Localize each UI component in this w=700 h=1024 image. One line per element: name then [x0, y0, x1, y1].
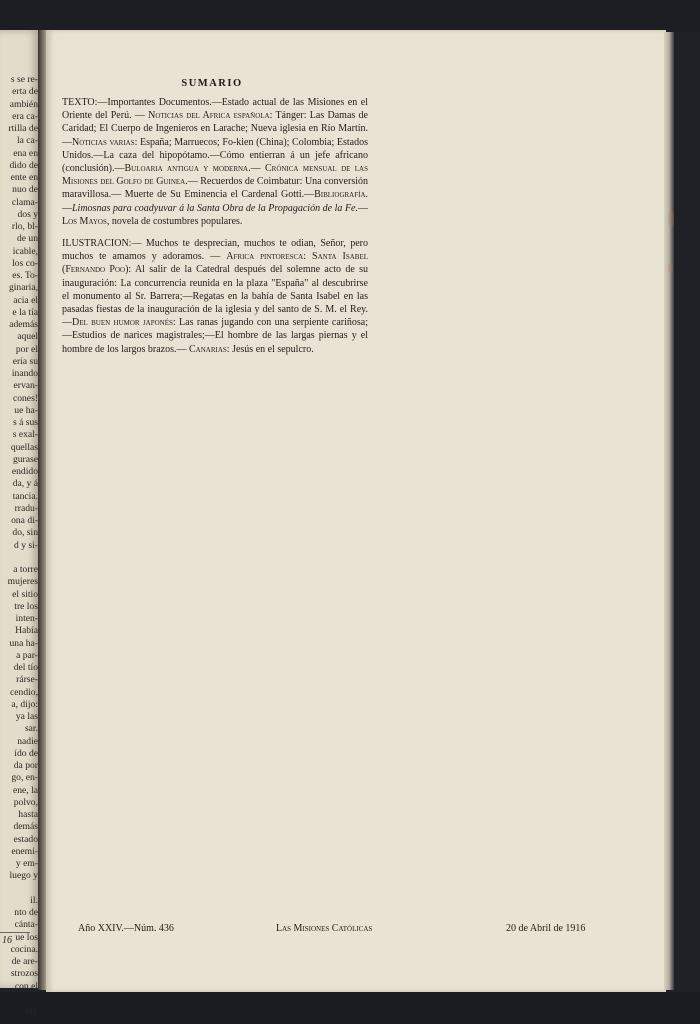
- previous-page-line: estado: [13, 833, 38, 845]
- previous-page-line: acia el: [13, 294, 38, 306]
- previous-page-line: por el: [15, 343, 38, 355]
- previous-page-line: da, y á: [12, 478, 38, 490]
- section-limosnas: Limosnas para coadyuvar á la Santa Obra de la Propagación de la Fe.: [72, 202, 358, 214]
- previous-page-line: de un: [16, 233, 38, 245]
- previous-page-line: además: [9, 319, 38, 330]
- previous-page-line: ído de: [14, 747, 38, 759]
- footer-publication: Las Misiones Católicas: [276, 923, 373, 934]
- previous-page-line: rtilla de: [8, 123, 38, 134]
- previous-page-line: clama-: [11, 196, 38, 208]
- previous-page-line: nadie: [17, 735, 38, 747]
- section-buloaria: Buloaria antigua y moderna.: [124, 163, 251, 175]
- previous-page-rule: [0, 932, 30, 933]
- previous-page-line: quellas: [10, 441, 38, 453]
- previous-page-line: rárse-: [16, 674, 38, 686]
- previous-page-line: inando: [11, 368, 38, 379]
- previous-page-line: aquel: [17, 331, 38, 343]
- previous-page-line: demás: [13, 821, 38, 833]
- previous-page-line: sar.: [24, 723, 38, 735]
- texto-label: TEXTO:: [62, 97, 98, 108]
- previous-page-line: da por: [13, 760, 38, 771]
- ilustracion-text: — Muchos te desprecian, muchos te odian, Señor, pero muchos te amamos y adoramos. —: [62, 238, 368, 263]
- previous-page-line: il.: [30, 894, 38, 906]
- summary-heading: SUMARIO: [181, 78, 243, 89]
- footer-issue: Año XXIV.—Núm. 436: [78, 923, 174, 934]
- previous-page-line: icable,: [12, 245, 38, 257]
- ilustracion-label: ILUSTRACION:: [62, 238, 132, 250]
- previous-page-line: ería su: [12, 355, 38, 367]
- previous-page-line: mujeres: [7, 576, 38, 588]
- previous-page-line: Había: [15, 625, 38, 637]
- previous-page-line: gurase: [12, 453, 38, 465]
- section-los-mayos: Los Mayos: [62, 215, 107, 227]
- previous-page-line: inten-: [15, 613, 38, 624]
- section-bibliografia: Bibliografía.: [314, 189, 368, 201]
- texto-text: — Recuerdos de Coimbatur: Una conversión maravillosa.— Muerte de Su Eminencia el Cardenal Gotti.—: [62, 176, 368, 201]
- previous-page-line: cendio,: [10, 686, 38, 698]
- previous-page-line: la ca-: [16, 135, 38, 147]
- previous-page-line: ena en: [13, 147, 38, 159]
- section-noticias-africa: Noticias del Africa española:: [148, 110, 273, 122]
- footer-date: 20 de Abril de 1916: [506, 923, 586, 934]
- section-buen-humor: Del buen humor japonés:: [72, 317, 176, 329]
- previous-page-line: s exal-: [12, 429, 38, 441]
- texto-text: —: [358, 202, 368, 214]
- previous-page-line: polvo,: [13, 796, 38, 808]
- section-noticias-varias: Noticias varias:: [72, 136, 138, 148]
- previous-page-line: con el: [14, 980, 38, 992]
- previous-page-line: a, dijo:: [11, 698, 38, 710]
- texto-text: —: [62, 202, 72, 214]
- previous-page-line: nuo de: [12, 184, 38, 196]
- previous-page-line: [0, 883, 40, 895]
- previous-page-line: ue ha-: [14, 404, 38, 416]
- previous-page-line: cones!: [12, 392, 38, 404]
- previous-page-line: ente en: [10, 172, 38, 183]
- texto-text: —: [250, 163, 265, 175]
- summary-contents: [62, 96, 368, 365]
- section-cronica: Crónica mensual de las Misiones del Golfo de Guinea.: [62, 163, 368, 188]
- scan-background-top: [0, 0, 700, 32]
- previous-page-line: ambién: [9, 98, 38, 110]
- section-canarias: Canarias:: [189, 343, 230, 355]
- ink-stain: [668, 210, 674, 228]
- previous-page-line: ginaria,: [8, 282, 38, 294]
- previous-page-line: a par-: [16, 649, 38, 661]
- previous-page-line: rlo, bl-: [11, 221, 38, 232]
- previous-page-line: erta de: [12, 86, 38, 98]
- previous-page-line: [0, 552, 40, 564]
- previous-page-line: ona di-: [11, 515, 38, 526]
- previous-page-strip: [0, 30, 40, 1016]
- previous-page-line: es. To-: [12, 270, 38, 281]
- previous-page-line: a torre: [13, 564, 38, 575]
- texto-text: España; Marruecos; Fo-kien (China); Colombia; Estados Unidos.—La caza del hipopótamo.—Cómo entierran á un jefe africano (conclusión).—: [62, 136, 368, 175]
- previous-page-line: tre los: [14, 600, 38, 612]
- previous-page-line: [0, 993, 40, 1005]
- previous-page-line: go, en-: [11, 772, 38, 784]
- previous-page-line: endido: [11, 466, 38, 477]
- texto-text: Tánger: Las Damas de Caridad; El Cuerpo de Ingenieros en Larache; Nueva iglesia en Río Martín.—: [62, 110, 368, 148]
- previous-page-line: y em-: [15, 858, 38, 869]
- previous-page-line: cocina.: [10, 943, 38, 955]
- scan-background-bottom: [0, 992, 700, 1024]
- previous-page-line: los co-: [12, 257, 38, 269]
- previous-page-line: strozos: [10, 968, 38, 980]
- previous-page-line: dido de: [9, 159, 38, 171]
- previous-page-line: s se re-: [10, 74, 38, 85]
- previous-page-line: el sitio: [12, 588, 38, 600]
- previous-page-line: ervan-: [13, 380, 38, 392]
- previous-page-line: dos y: [17, 208, 38, 220]
- previous-page-line: rradu-: [14, 502, 38, 514]
- previous-page-line: cánta-: [14, 919, 38, 931]
- previous-page-line: era ca-: [12, 110, 38, 122]
- previous-page-line: una ha-: [9, 637, 38, 649]
- previous-page-line: d y si-: [14, 539, 38, 551]
- previous-page-line: ene, la: [12, 784, 38, 796]
- texto-paragraph: [62, 96, 368, 228]
- ilustracion-text: Jesús en el sepulcro.: [229, 343, 314, 355]
- previous-page-line: de are-: [11, 956, 38, 967]
- previous-page-line: ya las: [15, 711, 38, 722]
- texto-text: , novela de costumbres populares.: [106, 215, 243, 227]
- previous-page-line: e la tía: [12, 306, 38, 318]
- previous-page-text: [0, 74, 40, 1017]
- previous-page-line: s á sus: [12, 417, 38, 428]
- page-edge: [664, 32, 674, 990]
- previous-page-number: 16: [2, 935, 12, 946]
- previous-page-line: hasta: [18, 809, 38, 820]
- previous-page-line: nto de: [14, 907, 38, 918]
- ilustracion-text: Las ranas jugando con una serpiente cariñosa;—Estudios de narices magistrales;—El hombre de las largas piernas y el hombre de los largos brazos.—: [62, 317, 368, 355]
- ink-stain: [668, 262, 673, 274]
- texto-text: —Importantes Documentos.—Estado actual de las Misiones en el Oriente del Perú. —: [62, 97, 368, 122]
- previous-page-line: del tío: [13, 662, 38, 673]
- section-africa-pintoresca: Africa pintoresca: Santa Isabel (Fernando Poo):: [62, 251, 369, 276]
- previous-page-line: do, sin: [12, 527, 38, 539]
- previous-page-line: enemi-: [11, 845, 38, 857]
- ilustracion-text: Al salir de la Catedral después del solemne acto de su inauguración: La concurrencia reunida en la plaza "España" al descubrirse el monumento al Sr. Barrera;—Regatas en la bahía de Santa Isabel en las pasadas fiestas de la inauguración de la iglesia y del santo de S. M. el Rey. —: [62, 264, 368, 329]
- previous-page-line: tancia.: [12, 490, 38, 502]
- previous-page-line: ue los: [15, 931, 38, 943]
- previous-page-line: luego y: [9, 870, 38, 882]
- previous-page-line: rá).: [24, 1005, 38, 1016]
- ilustracion-paragraph: [62, 237, 368, 356]
